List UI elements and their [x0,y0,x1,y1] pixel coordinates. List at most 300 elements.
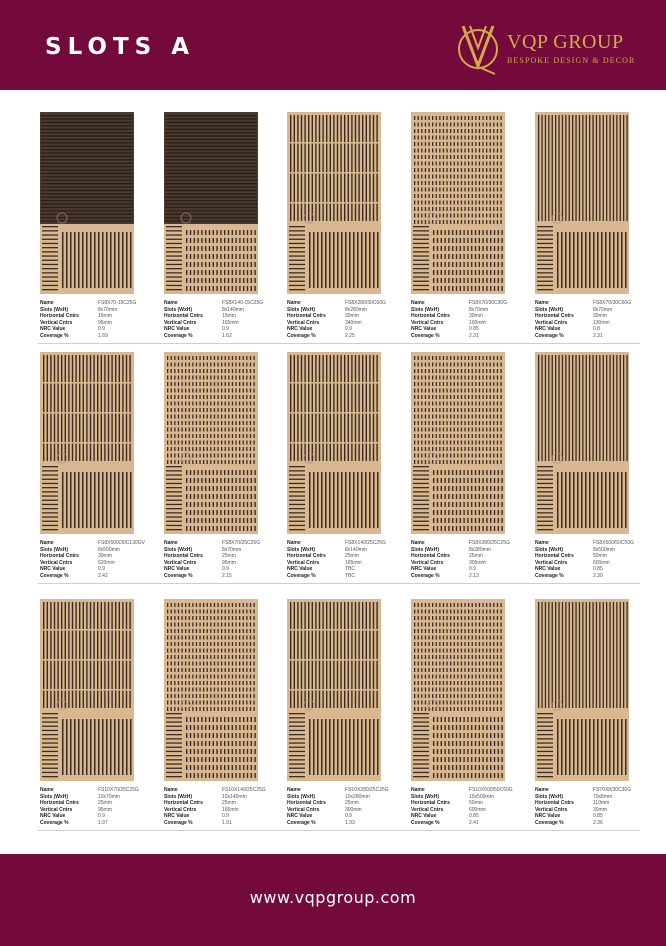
spec-row-vertical [535,807,653,814]
spec-row-horizontal [287,800,405,807]
spec-row-vertical [287,560,405,567]
spec-row-nrc [164,326,282,333]
spec-label: Coverage % [411,819,440,826]
spec-label: NRC Value [164,326,190,333]
spec-row-nrc [40,326,158,333]
spec-value: 0.9 [222,566,229,573]
spec-value: 300mm [345,806,362,813]
spec-value: FS8X500/30C130GV [98,540,145,546]
spec-row-nrc [411,813,529,820]
spec-label: Name [40,300,54,306]
spec-row-name [535,540,653,547]
spec-row-nrc [287,813,405,820]
spec-row-coverage [411,573,529,580]
slot-panel-image [40,352,134,534]
spec-label: Name [287,540,301,546]
spec-label: Coverage % [287,819,316,826]
spec-row-horizontal [40,553,158,560]
spec-row-coverage [40,820,158,827]
spec-value: FS70X8/30C30G [593,787,632,793]
spec-value: 0.85 [469,813,479,820]
spec-row-name [535,787,653,794]
spec-label: Horizontal Cntrs [287,800,326,807]
spec-value: 620mm [98,559,115,566]
spec-row-horizontal [411,313,529,320]
slot-panel-image [40,599,134,781]
row-divider [38,343,640,344]
spec-label: Vertical Cntrs [40,319,73,326]
spec-value: TBC [345,572,355,579]
spec-row-nrc [411,326,529,333]
spec-label: NRC Value [164,813,190,820]
spec-table [411,540,529,580]
slot-panel-image [535,599,629,781]
footer-bar [0,854,666,946]
row-divider [38,830,640,831]
spec-label: Horizontal Cntrs [535,313,574,320]
slot-panel-image [411,599,505,781]
spec-value: FS8X70-15C25G [98,300,137,306]
brand-name: VQP GROUP [507,31,624,53]
spec-value: 10x500mm [469,793,494,800]
spec-row-slots [411,547,529,554]
spec-value: 8x500mm [593,546,615,553]
spec-value: 1.62 [222,332,232,339]
spec-label: Coverage % [535,332,564,339]
spec-label: NRC Value [535,326,561,333]
spec-value: 0.8 [593,326,600,333]
spec-row-name [411,300,529,307]
slot-panel-image [164,599,258,781]
spec-table [535,300,653,340]
spec-label: NRC Value [287,326,313,333]
website-url: www.vqpgroup.com [249,888,417,907]
spec-row-vertical [164,320,282,327]
spec-row-nrc [535,566,653,573]
brand-tagline: BESPOKE DESIGN & DECOR [507,56,636,65]
spec-label: Slots (WxH) [164,793,193,800]
vqp-logo-icon [455,22,501,76]
spec-label: NRC Value [411,813,437,820]
spec-label: NRC Value [164,566,190,573]
page-title: SLOTS A [45,34,196,60]
spec-value: 2.25 [345,332,355,339]
spec-label: Name [535,540,549,546]
spec-value: 15mm [222,313,236,320]
spec-row-name [535,300,653,307]
spec-value: 1.93 [345,819,355,826]
slot-panel-image [40,112,134,294]
spec-row-nrc [411,566,529,573]
spec-value: 50mm [593,553,607,560]
spec-row-slots [40,307,158,314]
spec-label: Vertical Cntrs [411,319,444,326]
spec-label: Name [535,300,549,306]
spec-value: 130mm [593,319,610,326]
spec-value: 0.85 [469,326,479,333]
spec-label: Vertical Cntrs [535,319,568,326]
spec-row-horizontal [164,553,282,560]
spec-label: NRC Value [40,813,66,820]
spec-value: 0.85 [593,813,603,820]
spec-row-nrc [40,813,158,820]
spec-label: Coverage % [40,572,69,579]
spec-label: Name [164,540,178,546]
spec-label: Vertical Cntrs [164,319,197,326]
spec-value: 0.9 [98,326,105,333]
spec-row-slots [411,794,529,801]
spec-row-vertical [287,807,405,814]
spec-value: 25mm [222,800,236,807]
spec-row-vertical [164,807,282,814]
spec-row-vertical [164,560,282,567]
spec-row-name [40,300,158,307]
spec-label: NRC Value [287,813,313,820]
spec-value: 0.9 [98,813,105,820]
spec-row-name [164,787,282,794]
slot-panel-image [411,352,505,534]
spec-label: Slots (WxH) [164,546,193,553]
spec-value: 2.36 [593,819,603,826]
spec-row-coverage [411,333,529,340]
spec-value: 95mm [98,319,112,326]
spec-value: 165mm [222,806,239,813]
spec-value: FS8X140-15C25G [222,300,264,306]
spec-row-horizontal [411,553,529,560]
spec-row-coverage [287,573,405,580]
slot-panel-image [164,352,258,534]
spec-row-coverage [164,820,282,827]
slot-panel-image [535,112,629,294]
spec-value: 0.9 [222,326,229,333]
spec-label: NRC Value [287,566,313,573]
spec-row-vertical [40,320,158,327]
spec-table [287,787,405,827]
spec-row-vertical [411,560,529,567]
spec-value: 8x280mm [469,546,491,553]
spec-value: 8x70mm [469,306,489,313]
spec-table [40,540,158,580]
spec-label: Vertical Cntrs [287,319,320,326]
spec-value: 100mm [469,319,486,326]
spec-row-coverage [535,573,653,580]
spec-row-vertical [287,320,405,327]
spec-label: Horizontal Cntrs [164,800,203,807]
spec-row-slots [411,307,529,314]
spec-value: FS8X70/30C60G [593,300,632,306]
spec-label: Name [287,300,301,306]
spec-label: Coverage % [164,819,193,826]
spec-row-slots [287,547,405,554]
spec-label: NRC Value [535,813,561,820]
spec-label: Slots (WxH) [411,306,440,313]
spec-row-horizontal [411,800,529,807]
spec-label: Coverage % [535,572,564,579]
spec-label: Horizontal Cntrs [411,800,450,807]
spec-label: Horizontal Cntrs [535,553,574,560]
spec-label: Coverage % [411,572,440,579]
spec-label: Coverage % [411,332,440,339]
spec-value: 10x140mm [222,793,247,800]
spec-value: TBC [345,566,355,573]
spec-value: 15mm [98,313,112,320]
spec-row-nrc [287,566,405,573]
spec-label: Name [535,787,549,793]
spec-row-nrc [164,813,282,820]
spec-value: 8x70mm [98,306,118,313]
spec-label: Horizontal Cntrs [411,553,450,560]
spec-value: 95mm [98,806,112,813]
spec-row-coverage [535,820,653,827]
spec-value: 2.31 [593,332,603,339]
spec-value: 30mm [345,313,359,320]
spec-row-vertical [40,560,158,567]
spec-value: 0.9 [98,566,105,573]
spec-value: 8x140mm [222,306,244,313]
spec-label: Coverage % [287,572,316,579]
spec-label: Vertical Cntrs [535,806,568,813]
slot-panel-image [164,112,258,294]
spec-row-coverage [40,333,158,340]
spec-value: FS10X280/25C25G [345,787,389,793]
spec-value: 0.9 [469,566,476,573]
spec-row-nrc [535,326,653,333]
spec-table [535,540,653,580]
spec-label: Horizontal Cntrs [164,313,203,320]
spec-label: NRC Value [535,566,561,573]
spec-value: 25mm [222,553,236,560]
spec-table [287,540,405,580]
spec-value: 8x500mm [98,546,120,553]
spec-row-name [287,540,405,547]
spec-value: 8x280mm [345,306,367,313]
spec-row-name [164,540,282,547]
spec-label: Horizontal Cntrs [411,313,450,320]
spec-label: Slots (WxH) [40,306,69,313]
spec-row-coverage [164,573,282,580]
spec-row-name [164,300,282,307]
spec-table [40,787,158,827]
spec-value: 30mm [469,313,483,320]
spec-value: 305mm [469,559,486,566]
spec-label: Slots (WxH) [287,306,316,313]
spec-label: Vertical Cntrs [411,559,444,566]
spec-row-name [287,787,405,794]
spec-value: 8x140mm [345,546,367,553]
spec-row-slots [535,307,653,314]
spec-value: 95mm [222,559,236,566]
spec-table [411,787,529,827]
spec-value: 30mm [98,553,112,560]
row-divider [38,583,640,584]
spec-label: Slots (WxH) [535,306,564,313]
slot-panel-image [287,599,381,781]
spec-row-vertical [40,807,158,814]
spec-row-name [40,540,158,547]
spec-label: Name [411,300,425,306]
spec-row-slots [164,307,282,314]
spec-label: Name [411,787,425,793]
spec-value: 340mm [345,319,362,326]
spec-value: 8x70mm [593,306,613,313]
spec-row-slots [164,547,282,554]
spec-value: 2.15 [222,572,232,579]
spec-value: FS10X140/25C25G [222,787,266,793]
spec-label: Horizontal Cntrs [287,553,326,560]
spec-row-coverage [411,820,529,827]
spec-label: Name [287,787,301,793]
header-bar [0,0,666,90]
spec-row-slots [535,547,653,554]
spec-row-horizontal [535,800,653,807]
spec-label: Name [411,540,425,546]
spec-row-horizontal [287,553,405,560]
spec-table [411,300,529,340]
spec-value: FS10X70/25C25G [98,787,139,793]
spec-label: Vertical Cntrs [287,559,320,566]
spec-value: 2.42 [98,572,108,579]
spec-value: 1.69 [98,332,108,339]
spec-label: Horizontal Cntrs [164,553,203,560]
spec-label: Horizontal Cntrs [40,800,79,807]
spec-row-coverage [535,333,653,340]
spec-row-slots [40,794,158,801]
spec-value: 30mm [593,806,607,813]
spec-label: Horizontal Cntrs [535,800,574,807]
spec-value: 70x8mm [593,793,613,800]
spec-label: Coverage % [535,819,564,826]
spec-value: 8x70mm [222,546,242,553]
spec-value: 110mm [593,800,610,807]
spec-value: FS8X280/30C60G [345,300,386,306]
spec-label: Horizontal Cntrs [40,553,79,560]
spec-value: 1.97 [98,819,108,826]
spec-label: Slots (WxH) [535,546,564,553]
spec-label: Vertical Cntrs [535,559,568,566]
spec-label: NRC Value [411,566,437,573]
spec-value: 30mm [593,313,607,320]
spec-label: Coverage % [40,332,69,339]
spec-label: Vertical Cntrs [164,559,197,566]
spec-label: Slots (WxH) [287,793,316,800]
spec-row-vertical [535,320,653,327]
spec-row-coverage [287,820,405,827]
spec-value: 10x280mm [345,793,370,800]
spec-label: Coverage % [164,572,193,579]
spec-table [535,787,653,827]
spec-value: 50mm [469,800,483,807]
spec-value: FS8X70/25C25G [222,540,261,546]
spec-row-name [411,787,529,794]
spec-row-nrc [164,566,282,573]
spec-label: Slots (WxH) [164,306,193,313]
slot-panel-image [535,352,629,534]
spec-row-slots [287,307,405,314]
slot-panel-image [411,112,505,294]
spec-label: Coverage % [164,332,193,339]
spec-value: 600mm [469,806,486,813]
spec-table [287,300,405,340]
slot-panel-image [287,352,381,534]
spec-value: 2.30 [593,572,603,579]
spec-row-coverage [287,333,405,340]
spec-row-nrc [287,326,405,333]
spec-table [164,540,282,580]
spec-row-slots [535,794,653,801]
spec-row-nrc [40,566,158,573]
spec-value: 0.9 [345,813,352,820]
spec-table [164,787,282,827]
spec-label: Slots (WxH) [411,793,440,800]
spec-row-slots [287,794,405,801]
spec-value: 25mm [469,553,483,560]
spec-value: 600mm [593,559,610,566]
spec-value: 1.91 [222,819,232,826]
spec-value: 0.85 [593,566,603,573]
spec-label: Slots (WxH) [535,793,564,800]
spec-table [40,300,158,340]
spec-row-horizontal [164,800,282,807]
spec-label: Vertical Cntrs [40,559,73,566]
spec-value: 2.41 [469,819,479,826]
spec-label: Slots (WxH) [411,546,440,553]
spec-row-nrc [535,813,653,820]
spec-value: 2.13 [469,572,479,579]
spec-row-name [287,300,405,307]
spec-row-horizontal [535,313,653,320]
spec-label: Coverage % [40,819,69,826]
spec-row-vertical [535,560,653,567]
spec-label: Slots (WxH) [287,546,316,553]
spec-value: 25mm [345,553,359,560]
spec-table [164,300,282,340]
vqp-logo [455,22,655,77]
spec-label: Horizontal Cntrs [287,313,326,320]
spec-label: Vertical Cntrs [411,806,444,813]
spec-label: Slots (WxH) [40,793,69,800]
spec-value: 165mm [222,319,239,326]
slot-panel-image [287,112,381,294]
spec-value: 25mm [98,800,112,807]
spec-value: 10x70mm [98,793,120,800]
spec-label: Name [40,540,54,546]
spec-row-vertical [411,807,529,814]
spec-row-slots [164,794,282,801]
spec-label: Vertical Cntrs [40,806,73,813]
spec-label: Vertical Cntrs [164,806,197,813]
spec-value: 165mm [345,559,362,566]
spec-row-coverage [164,333,282,340]
spec-row-coverage [40,573,158,580]
spec-row-horizontal [535,553,653,560]
spec-label: Slots (WxH) [40,546,69,553]
spec-label: Name [164,787,178,793]
spec-label: Vertical Cntrs [287,806,320,813]
spec-value: 25mm [345,800,359,807]
spec-label: NRC Value [40,566,66,573]
spec-label: Horizontal Cntrs [40,313,79,320]
product-grid [0,90,666,854]
spec-row-vertical [411,320,529,327]
spec-value: FS8X70/30C30G [469,300,508,306]
spec-value: FS8X280/25C25G [469,540,510,546]
spec-label: Name [164,300,178,306]
spec-row-horizontal [40,313,158,320]
spec-label: NRC Value [411,326,437,333]
spec-label: NRC Value [40,326,66,333]
spec-value: 0.9 [222,813,229,820]
spec-label: Coverage % [287,332,316,339]
